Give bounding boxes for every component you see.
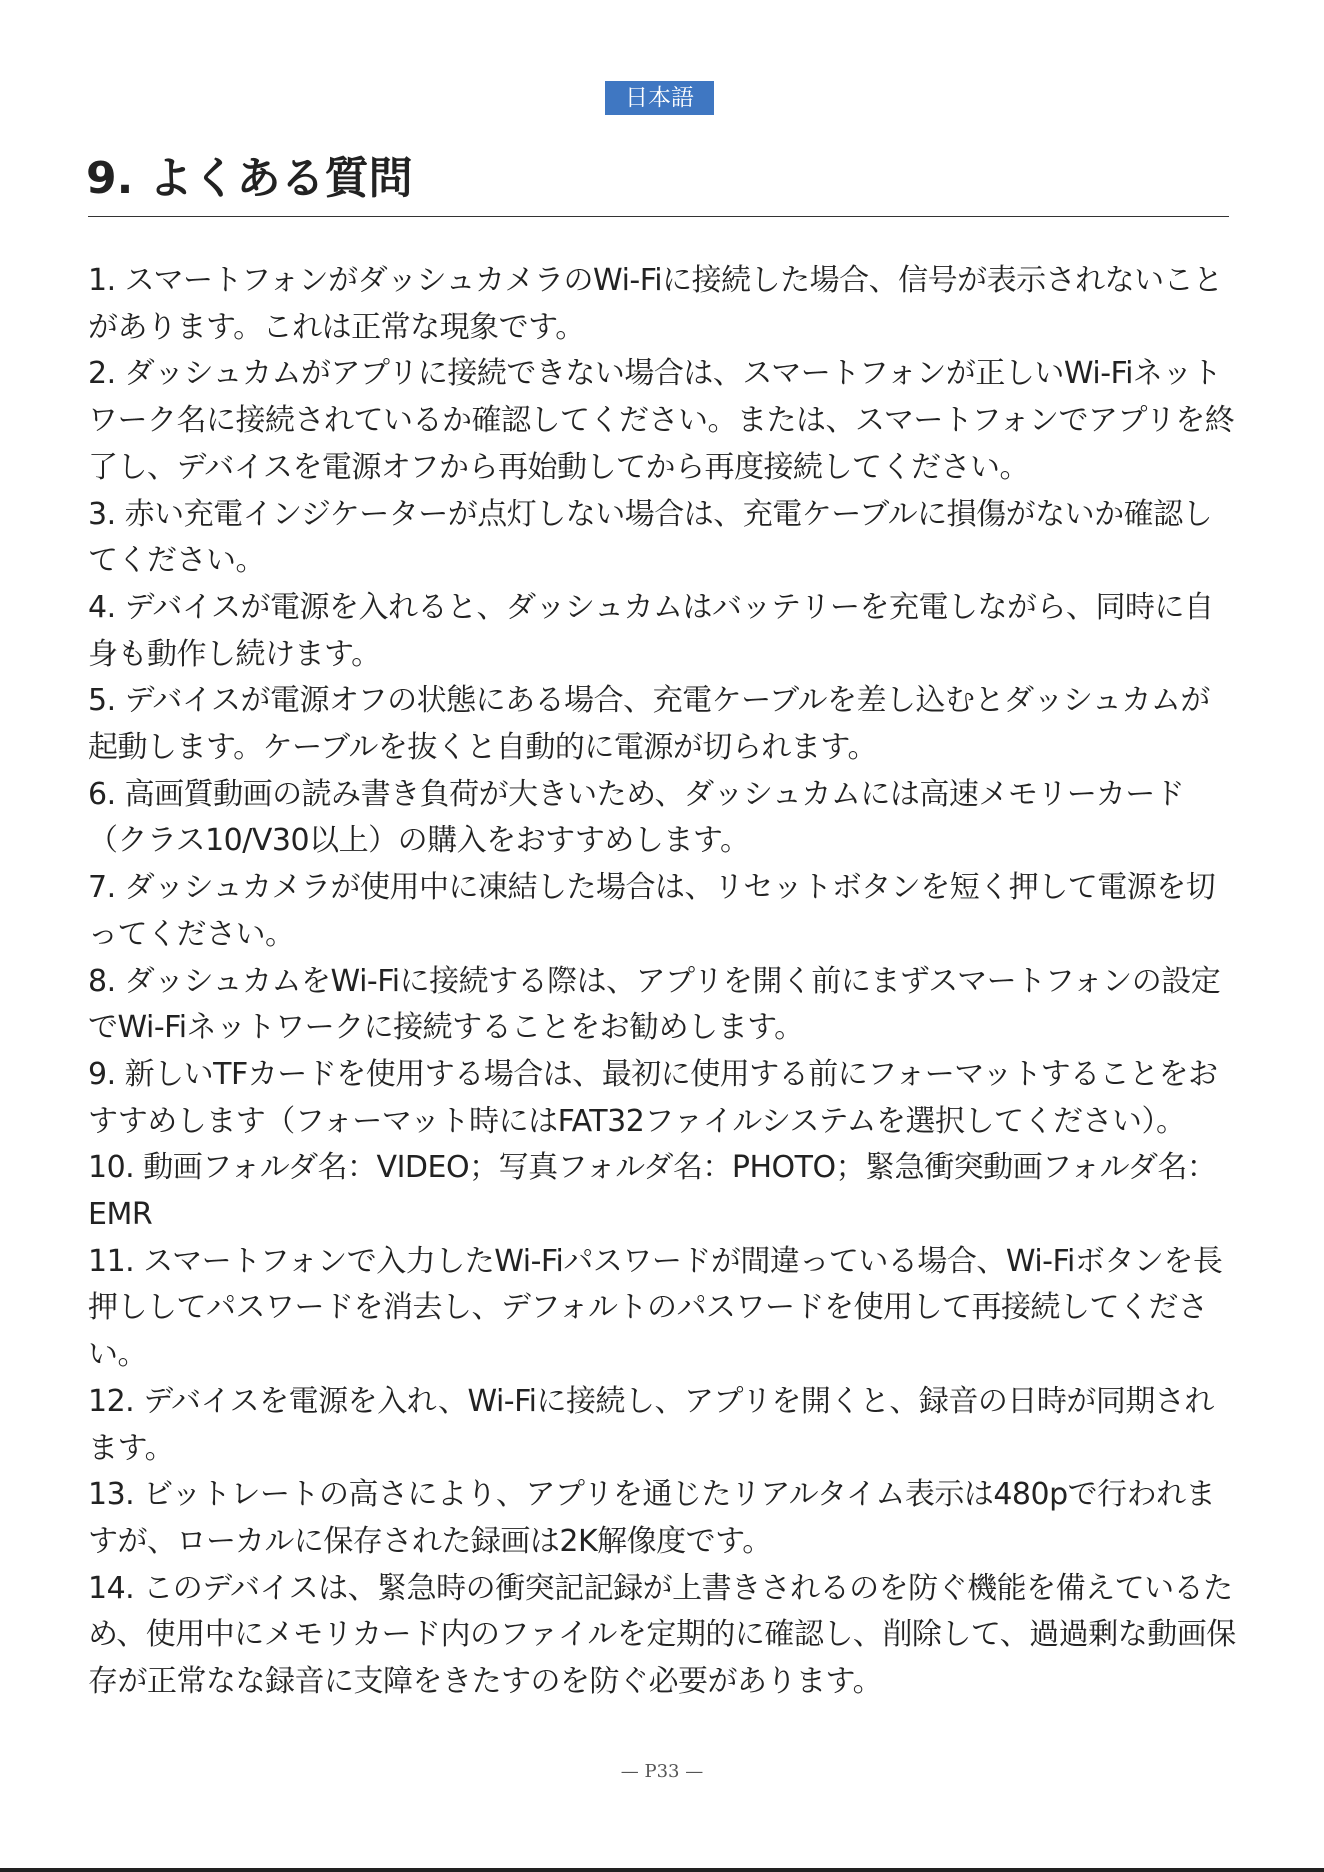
bottom-edge-rule — [0, 1868, 1324, 1872]
faq-item-9: 9. 新しいTFカードを使用する場合は、最初に使用する前にフォーマットすることをおすすめします（フォーマット時にはFAT32ファイルシステムを選択してください）。 — [88, 1056, 1218, 1139]
faq-item-1: 1. スマートフォンがダッシュカメラのWi-Fiに接続した場合、信号が表示されないことがあります。これは正常な現象です。 — [88, 263, 1223, 345]
language-badge: 日本語 — [605, 81, 714, 115]
faq-item-14: 14. このデバイスは、緊急時の衝突記記録が上書きされるのを防ぐ機能を備えているため、使用中にメモリカード内のファイルを定期的に確認し、削除して、過過剰な動画保存が正常なな録音に支障をきたすのを防ぐ必要があります。 — [88, 1570, 1236, 1700]
faq-item-11: 11. スマートフォンで入力したWi-Fiパスワードが間違っている場合、Wi-Fiボタンを長押ししてパスワードを消去し、デフォルトのパスワードを使用して再接続してください。 — [88, 1243, 1223, 1373]
faq-list — [88, 258, 1236, 1706]
faq-item-13: 13. ビットレートの高さにより、アプリを通じたリアルタイム表示は480pで行われますが、ローカルに保存された録画は2K解像度です。 — [88, 1477, 1216, 1559]
faq-item-6: 6. 高画質動画の読み書き負荷が大きいため、ダッシュカムには高速メモリーカード（クラス10/V30以上）の購入をおすすめします。 — [88, 776, 1185, 859]
faq-item-2: 2. ダッシュカムがアプリに接続できない場合は、スマートフォンが正しいWi-Fiネットワーク名に接続されているか確認してください。または、スマートフォンでアプリを終了し、デバイスを電源オフから再始動してから再度接続してください。 — [88, 356, 1235, 485]
faq-item-3: 3. 赤い充電インジケーターが点灯しない場合は、充電ケーブルに損傷がないか確認してください。 — [88, 496, 1213, 579]
faq-item-10: 10. 動画フォルダ名：VIDEO；写真フォルダ名：PHOTO；緊急衝突動画フォルダ名：EMR — [88, 1150, 1217, 1233]
faq-item-12: 12. デバイスを電源を入れ、Wi-Fiに接続し、アプリを開くと、録音の日時が同期されます。 — [88, 1383, 1214, 1466]
faq-item-8: 8. ダッシュカムをWi-Fiに接続する際は、アプリを開く前にまずスマートフォンの設定でWi-Fiネットワークに接続することをお勧めします。 — [88, 963, 1221, 1046]
page-title: 9. よくある質問 — [86, 153, 413, 204]
faq-item-4: 4. デバイスが電源を入れると、ダッシュカムはバッテリーを充電しながら、同時に自身も動作し続けます。 — [88, 589, 1214, 672]
title-divider — [88, 216, 1229, 217]
faq-item-7: 7. ダッシュカメラが使用中に凍結した場合は、リセットボタンを短く押して電源を切ってください。 — [88, 870, 1216, 952]
faq-item-5: 5. デバイスが電源オフの状態にある場合、充電ケーブルを差し込むとダッシュカムが起動します。ケーブルを抜くと自動的に電源が切られます。 — [88, 683, 1210, 766]
page-number: — P33 — — [620, 1761, 704, 1782]
